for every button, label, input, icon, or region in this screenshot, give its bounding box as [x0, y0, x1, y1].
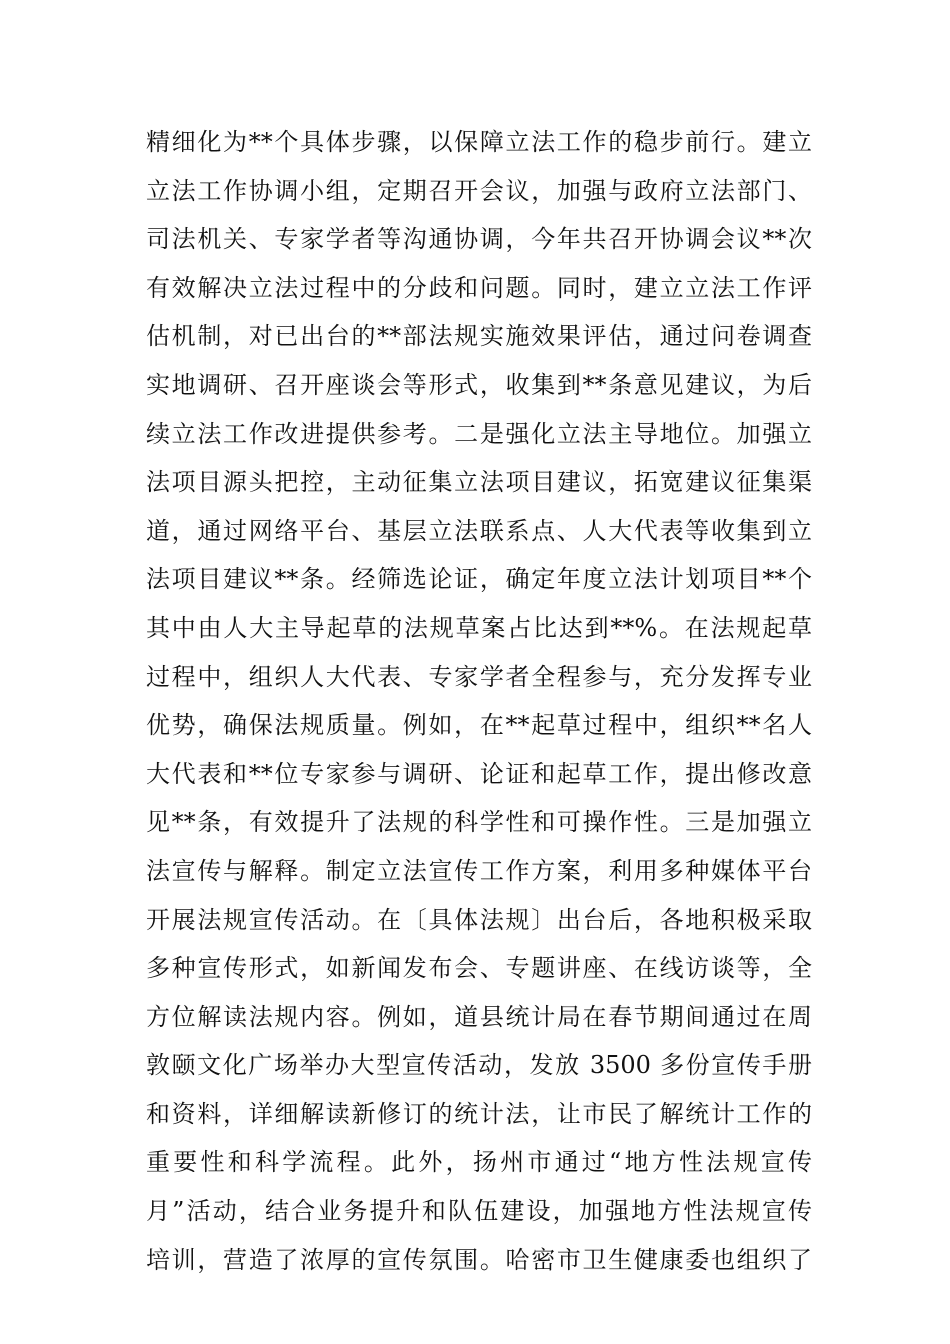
text-line: 月”活动，结合业务提升和队伍建设，加强地方性法规宣传: [146, 1197, 812, 1226]
text-line: 优势，确保法规质量。例如，在**起草过程中，组织**名人: [146, 711, 812, 740]
text-line: 续立法工作改进提供参考。二是强化立法主导地位。加强立: [146, 419, 812, 448]
text-line: 见**条，有效提升了法规的科学性和可操作性。三是加强立: [146, 808, 812, 837]
text-line: 道，通过网络平台、基层立法联系点、人大代表等收集到立: [146, 516, 812, 545]
body-paragraph: [146, 118, 812, 1284]
text-line: 法项目源头把控，主动征集立法项目建议，拓宽建议征集渠: [146, 468, 812, 497]
text-line: 过程中，组织人大代表、专家学者全程参与，充分发挥专业: [146, 662, 812, 691]
text-line: 立法工作协调小组，定期召开会议，加强与政府立法部门、: [146, 176, 812, 205]
text-line: 精细化为**个具体步骤，以保障立法工作的稳步前行。建立: [146, 128, 812, 156]
text-line: 法宣传与解释。制定立法宣传工作方案，利用多种媒体平台: [146, 856, 812, 885]
text-line: 实地调研、召开座谈会等形式，收集到**条意见建议，为后: [146, 370, 812, 399]
text-line: 和资料，详细解读新修订的统计法，让市民了解统计工作的: [146, 1099, 812, 1128]
text-line: 开展法规宣传活动。在〔具体法规〕出台后，各地积极采取: [146, 905, 812, 934]
text-line: 多种宣传形式，如新闻发布会、专题讲座、在线访谈等，全: [146, 954, 812, 983]
text-line: 司法机关、专家学者等沟通协调，今年共召开协调会议**次: [146, 225, 812, 254]
text-line: 敦颐文化广场举办大型宣传活动，发放 3500 多份宣传手册: [146, 1051, 812, 1080]
text-line: 方位解读法规内容。例如，道县统计局在春节期间通过在周: [146, 1002, 812, 1031]
text-line: 其中由人大主导起草的法规草案占比达到**%。在法规起草: [146, 613, 812, 642]
text-line: 有效解决立法过程中的分歧和问题。同时，建立立法工作评: [146, 273, 812, 302]
text-line: 大代表和**位专家参与调研、论证和起草工作，提出修改意: [146, 759, 812, 788]
text-line: 估机制，对已出台的**部法规实施效果评估，通过问卷调查: [146, 322, 812, 351]
text-line: 法项目建议**条。经筛选论证，确定年度立法计划项目**个: [146, 565, 812, 594]
text-line: 重要性和科学流程。此外，扬州市通过“地方性法规宣传: [146, 1148, 812, 1177]
text-line: 培训，营造了浓厚的宣传氛围。哈密市卫生健康委也组织了: [146, 1245, 812, 1274]
